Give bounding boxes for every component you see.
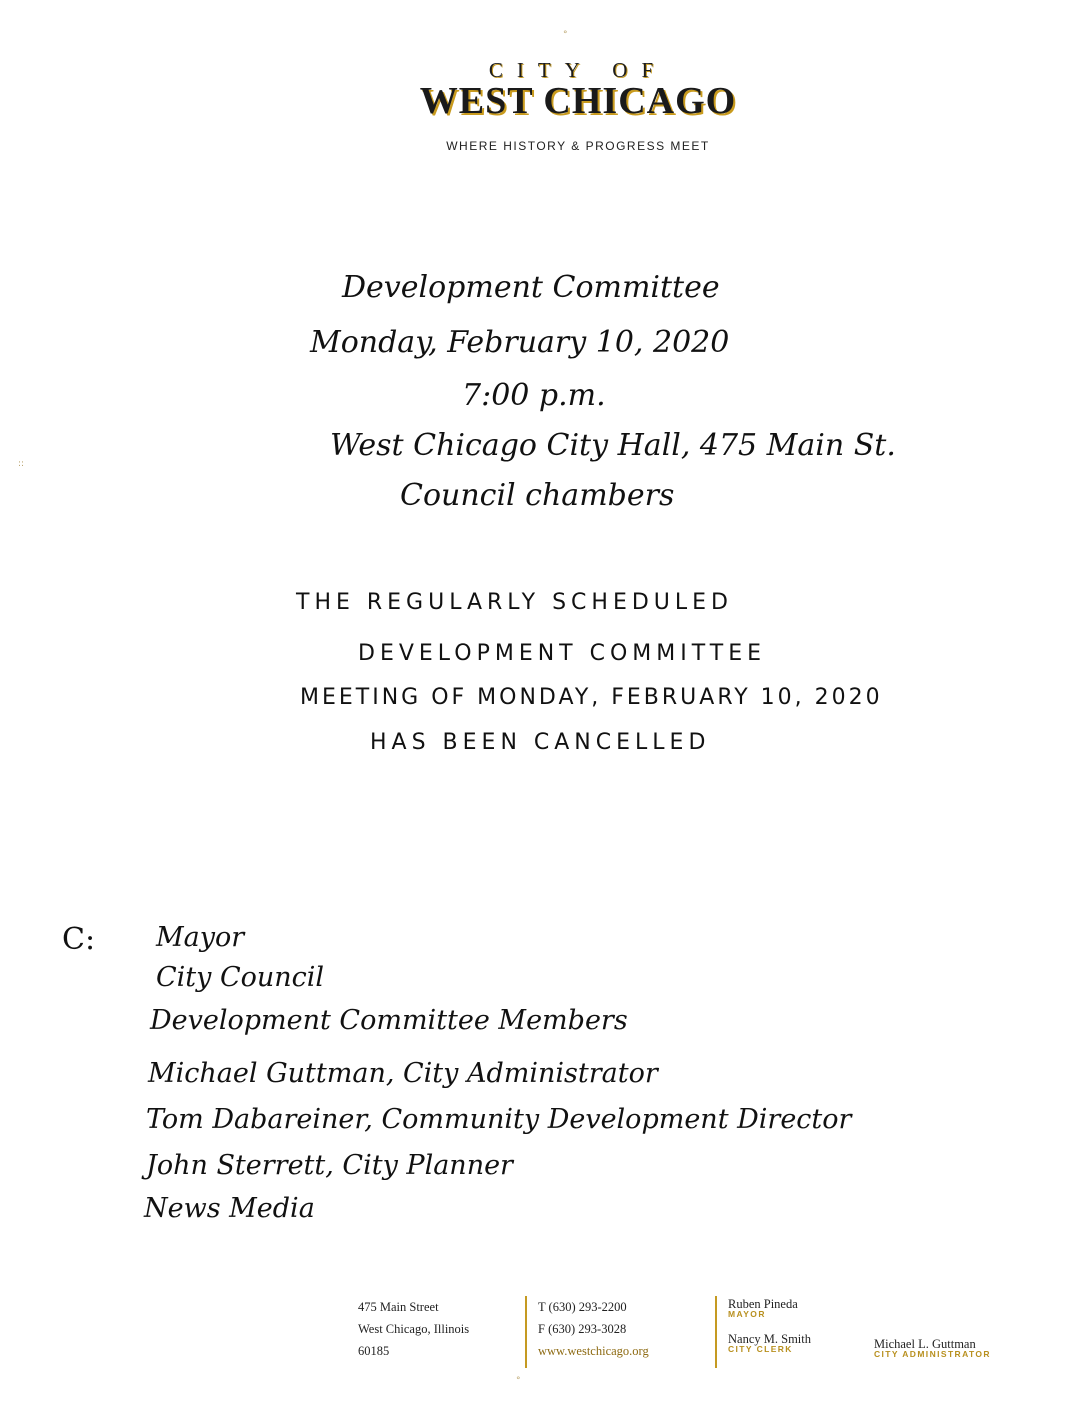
admin-name: Michael L. Guttman <box>874 1337 976 1351</box>
meeting-committee: Development Committee <box>342 270 720 305</box>
meeting-location: West Chicago City Hall, 475 Main St. <box>330 428 896 463</box>
footer-divider <box>715 1296 717 1368</box>
footer-divider <box>525 1296 527 1368</box>
letterhead <box>0 58 1088 153</box>
cc-recipient: City Council <box>156 962 325 993</box>
scan-speck: ° <box>516 1376 521 1386</box>
letterhead-city-of: CITY OF <box>488 58 668 82</box>
footer-address <box>358 1296 469 1362</box>
cc-recipient: John Sterrett, City Planner <box>146 1150 513 1181</box>
mayor-name: Ruben Pineda <box>728 1297 798 1311</box>
meeting-date: Monday, February 10, 2020 <box>310 325 730 360</box>
cc-recipient: Michael Guttman, City Administrator <box>148 1058 658 1089</box>
footer-administrator <box>874 1336 991 1359</box>
notice-line-3: MEETING OF MONDAY, FEBRUARY 10, 2020 <box>300 685 883 710</box>
address-city: West Chicago, Illinois <box>358 1322 470 1336</box>
footer-contact <box>538 1296 649 1362</box>
meeting-room: Council chambers <box>400 478 675 513</box>
cc-recipient: Mayor <box>156 922 245 953</box>
cc-label: C: <box>62 922 96 957</box>
footer-website[interactable]: www.westchicago.org <box>538 1344 649 1358</box>
notice-line-1: THE REGULARLY SCHEDULED <box>296 590 733 615</box>
clerk-name: Nancy M. Smith <box>728 1332 811 1346</box>
address-street: 475 Main Street <box>358 1300 439 1314</box>
notice-line-2: DEVELOPMENT COMMITTEE <box>358 641 767 666</box>
footer-fax: F (630) 293-3028 <box>538 1322 627 1336</box>
scan-speck: ° <box>563 30 568 40</box>
cc-recipient: Tom Dabareiner, Community Development Director <box>146 1104 852 1135</box>
address-zip: 60185 <box>358 1344 390 1358</box>
footer-officials <box>728 1296 811 1354</box>
letterhead-city-name: WEST CHICAGO <box>419 80 737 122</box>
admin-title: CITY ADMINISTRATOR <box>874 1349 991 1359</box>
scan-speck: :: <box>18 459 25 469</box>
clerk-title: CITY CLERK <box>728 1344 793 1354</box>
cc-recipient: News Media <box>144 1193 315 1224</box>
notice-line-4: HAS BEEN CANCELLED <box>370 730 711 755</box>
mayor-title: MAYOR <box>728 1309 766 1319</box>
meeting-time: 7:00 p.m. <box>462 378 606 413</box>
footer-phone: T (630) 293-2200 <box>538 1300 627 1314</box>
letterhead-tagline: WHERE HISTORY & PROGRESS MEET <box>446 139 710 153</box>
cc-recipient: Development Committee Members <box>150 1005 628 1036</box>
